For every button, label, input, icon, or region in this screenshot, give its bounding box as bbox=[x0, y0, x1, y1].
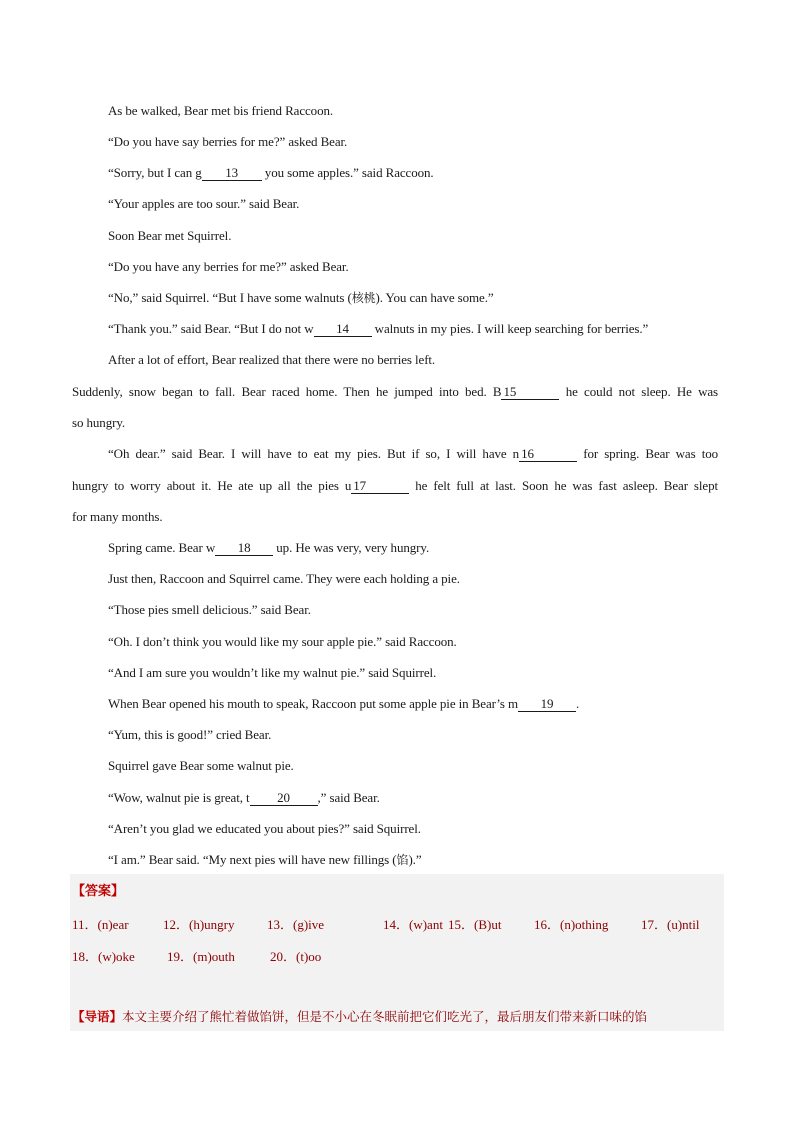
story-line-5: Soon Bear met Squirrel. bbox=[108, 228, 232, 243]
story-text: “Oh dear.” said Bear. I will have to eat my pies. But if so, I will have n bbox=[108, 446, 520, 461]
story-line-2: “Do you have say berries for me?” asked Bear. bbox=[108, 134, 348, 149]
story-text: ,” said Bear. bbox=[317, 790, 380, 805]
story-line-9: After a lot of effort, Bear realized that there were no berries left. bbox=[108, 352, 436, 367]
story-line-17: “Those pies smell delicious.” said Bear. bbox=[108, 602, 311, 617]
answer-item: 12．(h)ungry bbox=[163, 917, 235, 932]
story-line-12 bbox=[108, 446, 718, 462]
answer-item: 19．(m)outh bbox=[167, 949, 235, 964]
story-line-11: so hungry. bbox=[72, 415, 126, 430]
answer-item: 20．(t)oo bbox=[270, 949, 322, 964]
story-text: for spring. Bear was too bbox=[577, 446, 718, 461]
story-line-3 bbox=[108, 165, 434, 181]
guide-heading: 【导语】 bbox=[72, 1009, 123, 1024]
story-text: “Wow, walnut pie is great, t bbox=[108, 790, 250, 805]
blank-17: 17 bbox=[351, 479, 409, 494]
story-text: you some apples.” said Raccoon. bbox=[261, 165, 434, 180]
answer-item: 16．(n)othing bbox=[534, 917, 609, 932]
story-text: walnuts in my pies. I will keep searching for berries.” bbox=[371, 321, 649, 336]
blank-20: 20 bbox=[250, 791, 318, 806]
answer-section bbox=[70, 874, 724, 1031]
answer-heading: 【答案】 bbox=[72, 884, 125, 899]
answer-item: 11．(n)ear bbox=[72, 917, 129, 932]
story-line-6: “Do you have any berries for me?” asked Bear. bbox=[108, 259, 349, 274]
chinese-gloss: 核桃 bbox=[351, 291, 376, 305]
story-line-18: “Oh. I don’t think you would like my sour apple pie.” said Raccoon. bbox=[108, 634, 457, 649]
story-text: . bbox=[575, 696, 580, 711]
story-text: “Sorry, but I can g bbox=[108, 165, 202, 180]
answer-item: 15．(B)ut bbox=[448, 917, 502, 932]
blank-13: 13 bbox=[202, 166, 262, 181]
story-text: “Thank you.” said Bear. “But I do not w bbox=[108, 321, 314, 336]
story-text: up. He was very, very hungry. bbox=[273, 540, 430, 555]
blank-19: 19 bbox=[518, 697, 576, 712]
story-text: “I am.” Bear said. “My next pies will have new fillings ( bbox=[108, 852, 397, 867]
story-line-8 bbox=[108, 321, 648, 337]
story-line-14: for many months. bbox=[72, 509, 163, 524]
story-line-16: Just then, Raccoon and Squirrel came. They were each holding a pie. bbox=[108, 571, 460, 586]
blank-16: 16 bbox=[519, 447, 577, 462]
story-text: When Bear opened his mouth to speak, Raccoon put some apple pie in Bear’s m bbox=[108, 696, 518, 711]
story-text: he could not sleep. He was bbox=[559, 384, 718, 399]
story-line-22: Squirrel gave Bear some walnut pie. bbox=[108, 758, 294, 773]
answer-item: 14．(w)ant bbox=[383, 917, 443, 932]
story-line-21: “Yum, this is good!” cried Bear. bbox=[108, 727, 272, 742]
story-text: Suddenly, snow began to fall. Bear raced home. Then he jumped into bed. B bbox=[72, 384, 502, 399]
blank-14: 14 bbox=[314, 322, 372, 337]
story-text: ).” bbox=[408, 852, 422, 867]
answer-item: 13．(g)ive bbox=[267, 917, 325, 932]
story-line-24: “Aren’t you glad we educated you about pies?” said Squirrel. bbox=[108, 821, 421, 836]
story-line-20 bbox=[108, 696, 579, 712]
blank-18: 18 bbox=[215, 541, 273, 556]
story-line-1: As be walked, Bear met bis friend Raccoon. bbox=[108, 103, 334, 118]
blank-15: 15 bbox=[501, 385, 559, 400]
story-line-23 bbox=[108, 790, 380, 806]
guide-paragraph bbox=[72, 1007, 724, 1025]
chinese-gloss: 馅 bbox=[396, 853, 409, 867]
answer-item: 17．(u)ntil bbox=[641, 917, 700, 932]
story-text: “No,” said Squirrel. “But I have some walnuts ( bbox=[108, 290, 352, 305]
story-line-7 bbox=[108, 290, 494, 306]
story-text: hungry to worry about it. He ate up all the pies u bbox=[72, 478, 352, 493]
story-line-4: “Your apples are too sour.” said Bear. bbox=[108, 196, 300, 211]
story-text: he felt full at last. Soon he was fast asleep. Bear slept bbox=[409, 478, 718, 493]
story-line-25 bbox=[108, 852, 422, 868]
story-text: Spring came. Bear w bbox=[108, 540, 216, 555]
story-line-19: “And I am sure you wouldn’t like my walnut pie.” said Squirrel. bbox=[108, 665, 437, 680]
story-line-15 bbox=[108, 540, 429, 556]
story-line-10 bbox=[72, 384, 718, 400]
story-text: ). You can have some.” bbox=[375, 290, 494, 305]
guide-text: 本文主要介绍了熊忙着做馅饼，但是不小心在冬眠前把它们吃光了，最后朋友们带来新口味的馅 bbox=[122, 1009, 648, 1024]
answer-item: 18．(w)oke bbox=[72, 949, 135, 964]
story-line-13 bbox=[72, 478, 718, 494]
